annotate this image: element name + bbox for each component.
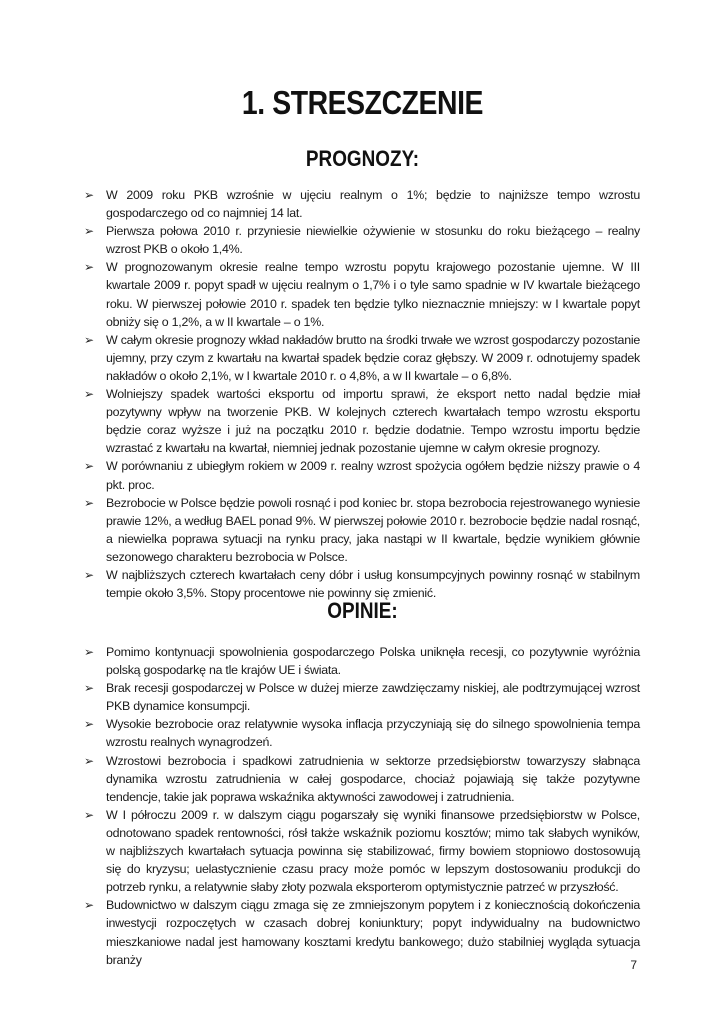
arrow-bullet-icon: ➢ [84, 332, 94, 347]
list-item [84, 186, 640, 222]
list-item-text: Wolniejszy spadek wartości eksportu od importu sprawi, że eksport netto nadal będzie miał pozytywny wpływ na tworzenie PKB. W kolejnych czterech kwartałach tempo wzrostu eksportu będzie coraz wyższe i już na początku 2010 r. będzie dodatnie. Tempo wzrostu importu będzie wzrastać z kwartału na kwartał, niemniej jednak pozostanie ujemne w całym okresie prognozy. [106, 387, 640, 456]
list-item [84, 715, 640, 751]
arrow-bullet-icon: ➢ [84, 224, 94, 239]
list-item [84, 258, 640, 330]
arrow-bullet-icon: ➢ [84, 717, 94, 732]
arrow-bullet-icon: ➢ [84, 753, 94, 768]
list-item-text: W I półroczu 2009 r. w dalszym ciągu pogarszały się wyniki finansowe przedsiębiorstw w Polsce, odnotowano spadek rentowności, rósł także wskaźnik poziomu kosztów; mimo tak słabych wyników, w najbliższych kwartałach sytuacja powinna się stabilizować, firmy bowiem stopniowo dostosowują się do kryzysu; uelastycznienie czasu pracy może pomóc w lepszym dostosowaniu produkcji do potrzeb rynku, a relatywnie słaby złoty pozwala eksporterom optymistycznie patrzeć w przyszłość. [106, 807, 640, 895]
list-item-text: Brak recesji gospodarczej w Polsce w dużej mierze zawdzięczamy niskiej, ale podtrzymującej wzrost PKB dynamice konsumpcji. [106, 681, 640, 714]
section-heading-prognozy: PROGNOZY: [305, 146, 420, 171]
list-item [84, 566, 640, 602]
list-item-text: W prognozowanym okresie realne tempo wzrostu popytu krajowego pozostanie ujemne. W III kwartale 2009 r. popyt spadł w ujęciu realnym o 1,7% i o tyle samo spadnie w IV kwartale bieżącego roku. W pierwszej połowie 2010 r. spadek ten będzie tylko nieznacznie mniejszy: w I kwartale popyt obniży się o 1,2%, a w II kwartale – o 1%. [106, 260, 640, 329]
list-item [84, 643, 640, 679]
list-item-text: W 2009 roku PKB wzrośnie w ujęciu realnym o 1%; będzie to najniższe tempo wzrostu gospodarczego od co najmniej 14 lat. [106, 188, 640, 221]
list-item [84, 494, 640, 566]
section-heading-opinie: OPINIE: [327, 598, 398, 623]
list-item-text: W całym okresie prognozy wkład nakładów brutto na środki trwałe we wzrost gospodarczy pozostanie ujemny, przy czym z kwartału na kwartał spadek będzie coraz głębszy. W 2009 r. odnotujemy spadek nakładów o około 2,1%, w I kwartale 2010 r. o 4,8%, a w II kwartale – o 6,8%. [106, 332, 640, 383]
list-item [84, 457, 640, 493]
list-item [84, 222, 640, 258]
list-item [84, 679, 640, 715]
list-item [84, 385, 640, 457]
list-item-text: Bezrobocie w Polsce będzie powoli rosnąć i pod koniec br. stopa bezrobocia rejestrowanego wyniesie prawie 12%, a według BAEL ponad 9%. W pierwszej połowie 2010 r. bezrobocie będzie nadal rosnąć, a niewielka poprawa sytuacji na rynku pracy, jaka nastąpi w II kwartale, będzie wynikiem głównie sezonowego charakteru bezrobocia w Polsce. [106, 495, 640, 564]
arrow-bullet-icon: ➢ [84, 645, 94, 659]
prognozy-list [84, 186, 640, 602]
arrow-bullet-icon: ➢ [84, 681, 94, 696]
page-title: 1. STRESZCZENIE [241, 84, 484, 121]
list-item-text: W najbliższych czterech kwartałach ceny dóbr i usług konsumpcyjnych powinny rosnąć w stabilnym tempie około 3,5%. Stopy procentowe nie powinny się zmienić. [106, 567, 640, 601]
list-item [84, 896, 640, 968]
arrow-bullet-icon: ➢ [84, 807, 94, 822]
arrow-bullet-icon: ➢ [84, 567, 94, 582]
opinie-list [84, 643, 640, 969]
page-number: 7 [630, 958, 637, 972]
list-item-text: Pierwsza połowa 2010 r. przyniesie niewielkie ożywienie w stosunku do roku bieżącego – realny wzrost PKB o około 1,4%. [106, 224, 640, 257]
list-item [84, 806, 640, 896]
list-item-text: Wysokie bezrobocie oraz relatywnie wysoka inflacja przyczyniają się do silnego spowolnienia tempa wzrostu realnych wynagrodzeń. [106, 717, 640, 750]
arrow-bullet-icon: ➢ [84, 260, 94, 275]
arrow-bullet-icon: ➢ [84, 898, 94, 913]
arrow-bullet-icon: ➢ [84, 495, 94, 510]
list-item-text: W porównaniu z ubiegłym rokiem w 2009 r. realny wzrost spożycia ogółem będzie niższy prawie o 4 pkt. proc. [106, 459, 640, 492]
arrow-bullet-icon: ➢ [84, 188, 94, 202]
arrow-bullet-icon: ➢ [84, 459, 94, 474]
list-item-text: Budownictwo w dalszym ciągu zmaga się ze zmniejszonym popytem i z koniecznością dokończenia inwestycji rozpoczętych w czasach dobrej koniunktury; popyt indywidualny na budownictwo mieszkaniowe nadal jest hamowany kosztami kredytu bankowego; dużo stabilniej wygląda sytuacja branży [106, 898, 640, 967]
list-item-text: Pomimo kontynuacji spowolnienia gospodarczego Polska uniknęła recesji, co pozytywnie wyróżnia polską gospodarkę na tle krajów UE i świata. [106, 645, 640, 678]
arrow-bullet-icon: ➢ [84, 387, 94, 402]
list-item-text: Wzrostowi bezrobocia i spadkowi zatrudnienia w sektorze przedsiębiorstw towarzyszy słabnąca dynamika wzrostu zatrudnienia w całej gospodarce, chociaż pojawiają się także pozytywne tendencje, takie jak poprawa wskaźnika aktywności zawodowej i zatrudnienia. [106, 753, 640, 804]
list-item [84, 331, 640, 385]
list-item [84, 752, 640, 806]
